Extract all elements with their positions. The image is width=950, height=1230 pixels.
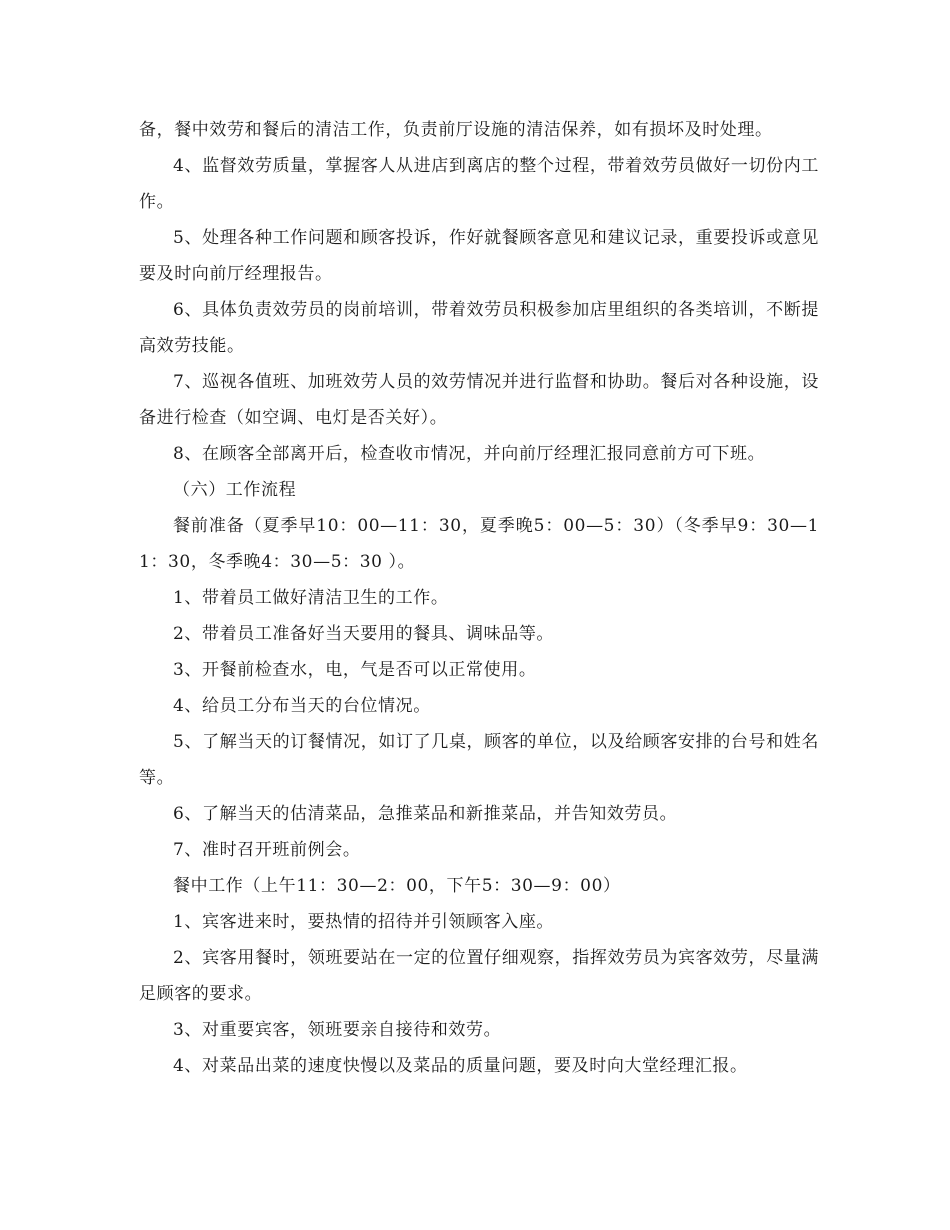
paragraph: 3、对重要宾客，领班要亲自接待和效劳。 <box>173 1020 502 1040</box>
paragraph: 备，餐中效劳和餐后的清洁工作，负责前厅设施的清洁保养，如有损坏及时处理。 <box>139 120 773 140</box>
paragraph: 4、给员工分布当天的台位情况。 <box>173 696 431 716</box>
paragraph: 5、了解当天的订餐情况，如订了几桌，顾客的单位，以及给顾客安排的台号和姓名等。 <box>139 732 819 788</box>
paragraph: 4、对菜品出菜的速度快慢以及菜品的质量问题，要及时向大堂经理汇报。 <box>173 1056 748 1076</box>
paragraph: 5、处理各种工作问题和顾客投诉，作好就餐顾客意见和建议记录，重要投诉或意见要及时向前厅经理报告。 <box>139 228 819 284</box>
document-body <box>139 112 819 1084</box>
paragraph: 8、在顾客全部离开后，检查收市情况，并向前厅经理汇报同意前方可下班。 <box>173 444 766 464</box>
paragraph: 6、了解当天的估清菜品，急推菜品和新推菜品，并告知效劳员。 <box>173 804 678 824</box>
paragraph: 1、宾客进来时，要热情的招待并引领顾客入座。 <box>173 912 555 932</box>
paragraph: 6、具体负责效劳员的岗前培训，带着效劳员积极参加店里组织的各类培训，不断提高效劳技能。 <box>139 300 819 356</box>
paragraph: 7、准时召开班前例会。 <box>173 840 361 860</box>
paragraph: 3、开餐前检查水，电，气是否可以正常使用。 <box>173 660 537 680</box>
paragraph: 餐中工作（上午11：30—2：00，下午5：30—9：00） <box>173 876 621 896</box>
paragraph: 2、带着员工准备好当天要用的餐具、调味品等。 <box>173 624 555 644</box>
paragraph: 7、巡视各值班、加班效劳人员的效劳情况并进行监督和协助。餐后对各种设施，设备进行检查（如空调、电灯是否关好）。 <box>139 372 819 428</box>
paragraph: 4、监督效劳质量，掌握客人从进店到离店的整个过程，带着效劳员做好一切份内工作。 <box>139 156 819 212</box>
paragraph: 2、宾客用餐时，领班要站在一定的位置仔细观察，指挥效劳员为宾客效劳，尽量满足顾客的要求。 <box>139 948 819 1004</box>
paragraph: 餐前准备（夏季早10：00—11：30，夏季晚5：00—5：30）（冬季早9：30—11：30，冬季晚4：30—5：30 ）。 <box>139 516 819 572</box>
paragraph: 1、带着员工做好清洁卫生的工作。 <box>173 588 449 608</box>
section-heading: （六）工作流程 <box>173 480 297 500</box>
